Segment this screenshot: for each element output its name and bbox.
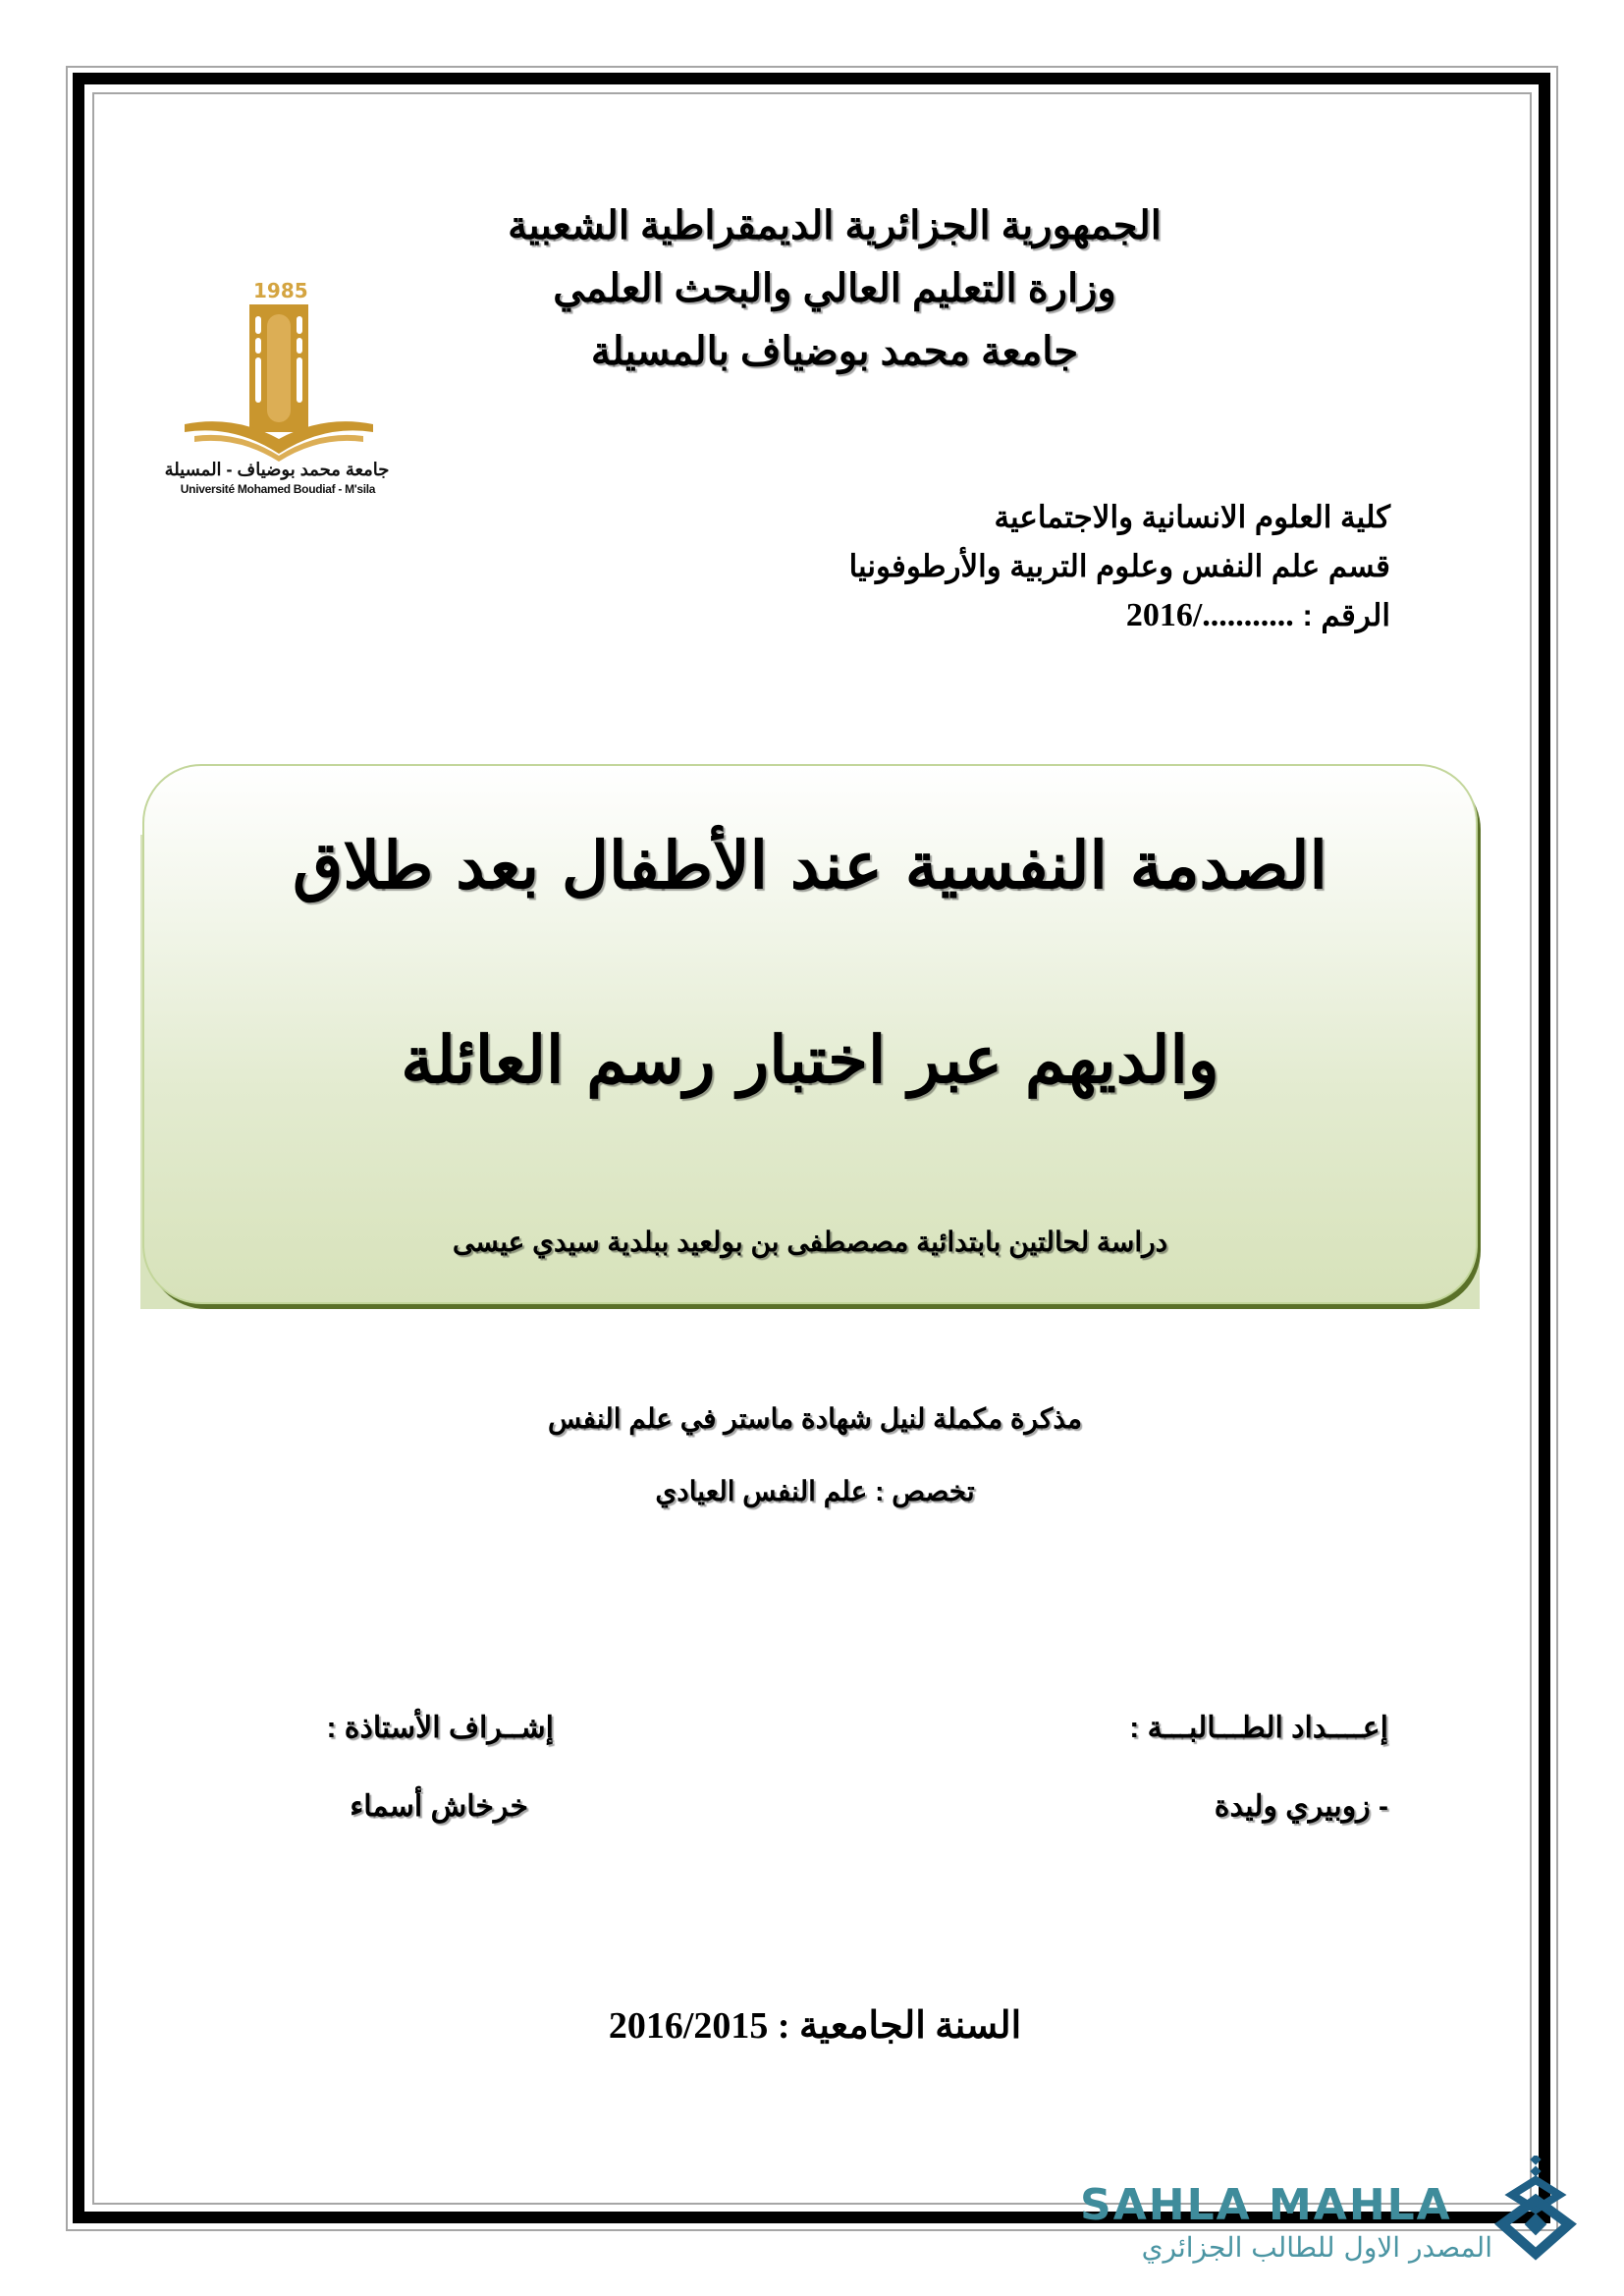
reference-value: 2016/........... bbox=[1125, 597, 1294, 633]
logo-name-french: Université Mohamed Boudiaf - M'sila bbox=[180, 482, 376, 496]
university-logo bbox=[155, 267, 401, 498]
supervised-by-label: إشــراف الأستاذة : bbox=[326, 1712, 554, 1744]
prepared-by-label: إعــــداد الطـــالبـــة : bbox=[1129, 1712, 1388, 1744]
academic-year bbox=[550, 2003, 1080, 2048]
specialization: تخصص : علم النفس العيادي bbox=[655, 1476, 975, 1506]
sahla-mahla-emblem-icon bbox=[1483, 2156, 1600, 2264]
memoir-description: مذكرة مكملة لنيل شهادة ماستر في علم النفس bbox=[547, 1403, 1083, 1434]
ministry-name: وزارة التعليم العالي والبحث العلمي bbox=[553, 267, 1116, 310]
republic-name: الجمهورية الجزائرية الديمقراطية الشعبية bbox=[508, 204, 1162, 247]
logo-name-arabic: جامعة محمد بوضياف - المسيلة bbox=[164, 460, 390, 479]
department-name: قسم علم النفس وعلوم التربية والأرطوفونيا bbox=[848, 549, 1390, 583]
faculty-block bbox=[849, 493, 1390, 640]
academic-year-label: السنة الجامعية : bbox=[777, 2005, 1022, 2047]
thesis-title-line2: والديهم عبر اختبار رسم العائلة bbox=[401, 1021, 1219, 1098]
academic-year-value: 2016/2015 bbox=[608, 2005, 769, 2047]
institution-header bbox=[442, 194, 1227, 383]
university-name: جامعة محمد بوضياف بالمسيلة bbox=[590, 330, 1079, 373]
thesis-subtitle: دراسة لحالتين بابتدائية مصصطفى بن بولعيد ببلدية سيدي عيسى bbox=[452, 1227, 1168, 1257]
watermark-tagline: المصدر الاول للطالب الجزائري bbox=[1141, 2231, 1492, 2264]
faculty-name: كلية العلوم الانسانية والاجتماعية bbox=[994, 500, 1390, 534]
reference-number bbox=[849, 591, 1390, 640]
thesis-title-line1: الصدمة النفسية عند الأطفال بعد طلاق bbox=[293, 827, 1327, 903]
watermark-brand: SAHLA MAHLA bbox=[1080, 2180, 1452, 2230]
reference-label: الرقم : bbox=[1302, 598, 1390, 632]
student-name: - زوبيري وليدة bbox=[1214, 1790, 1388, 1823]
logo-year: 1985 bbox=[253, 279, 308, 302]
supervisor-name: خرخاش أسماء bbox=[350, 1790, 528, 1823]
